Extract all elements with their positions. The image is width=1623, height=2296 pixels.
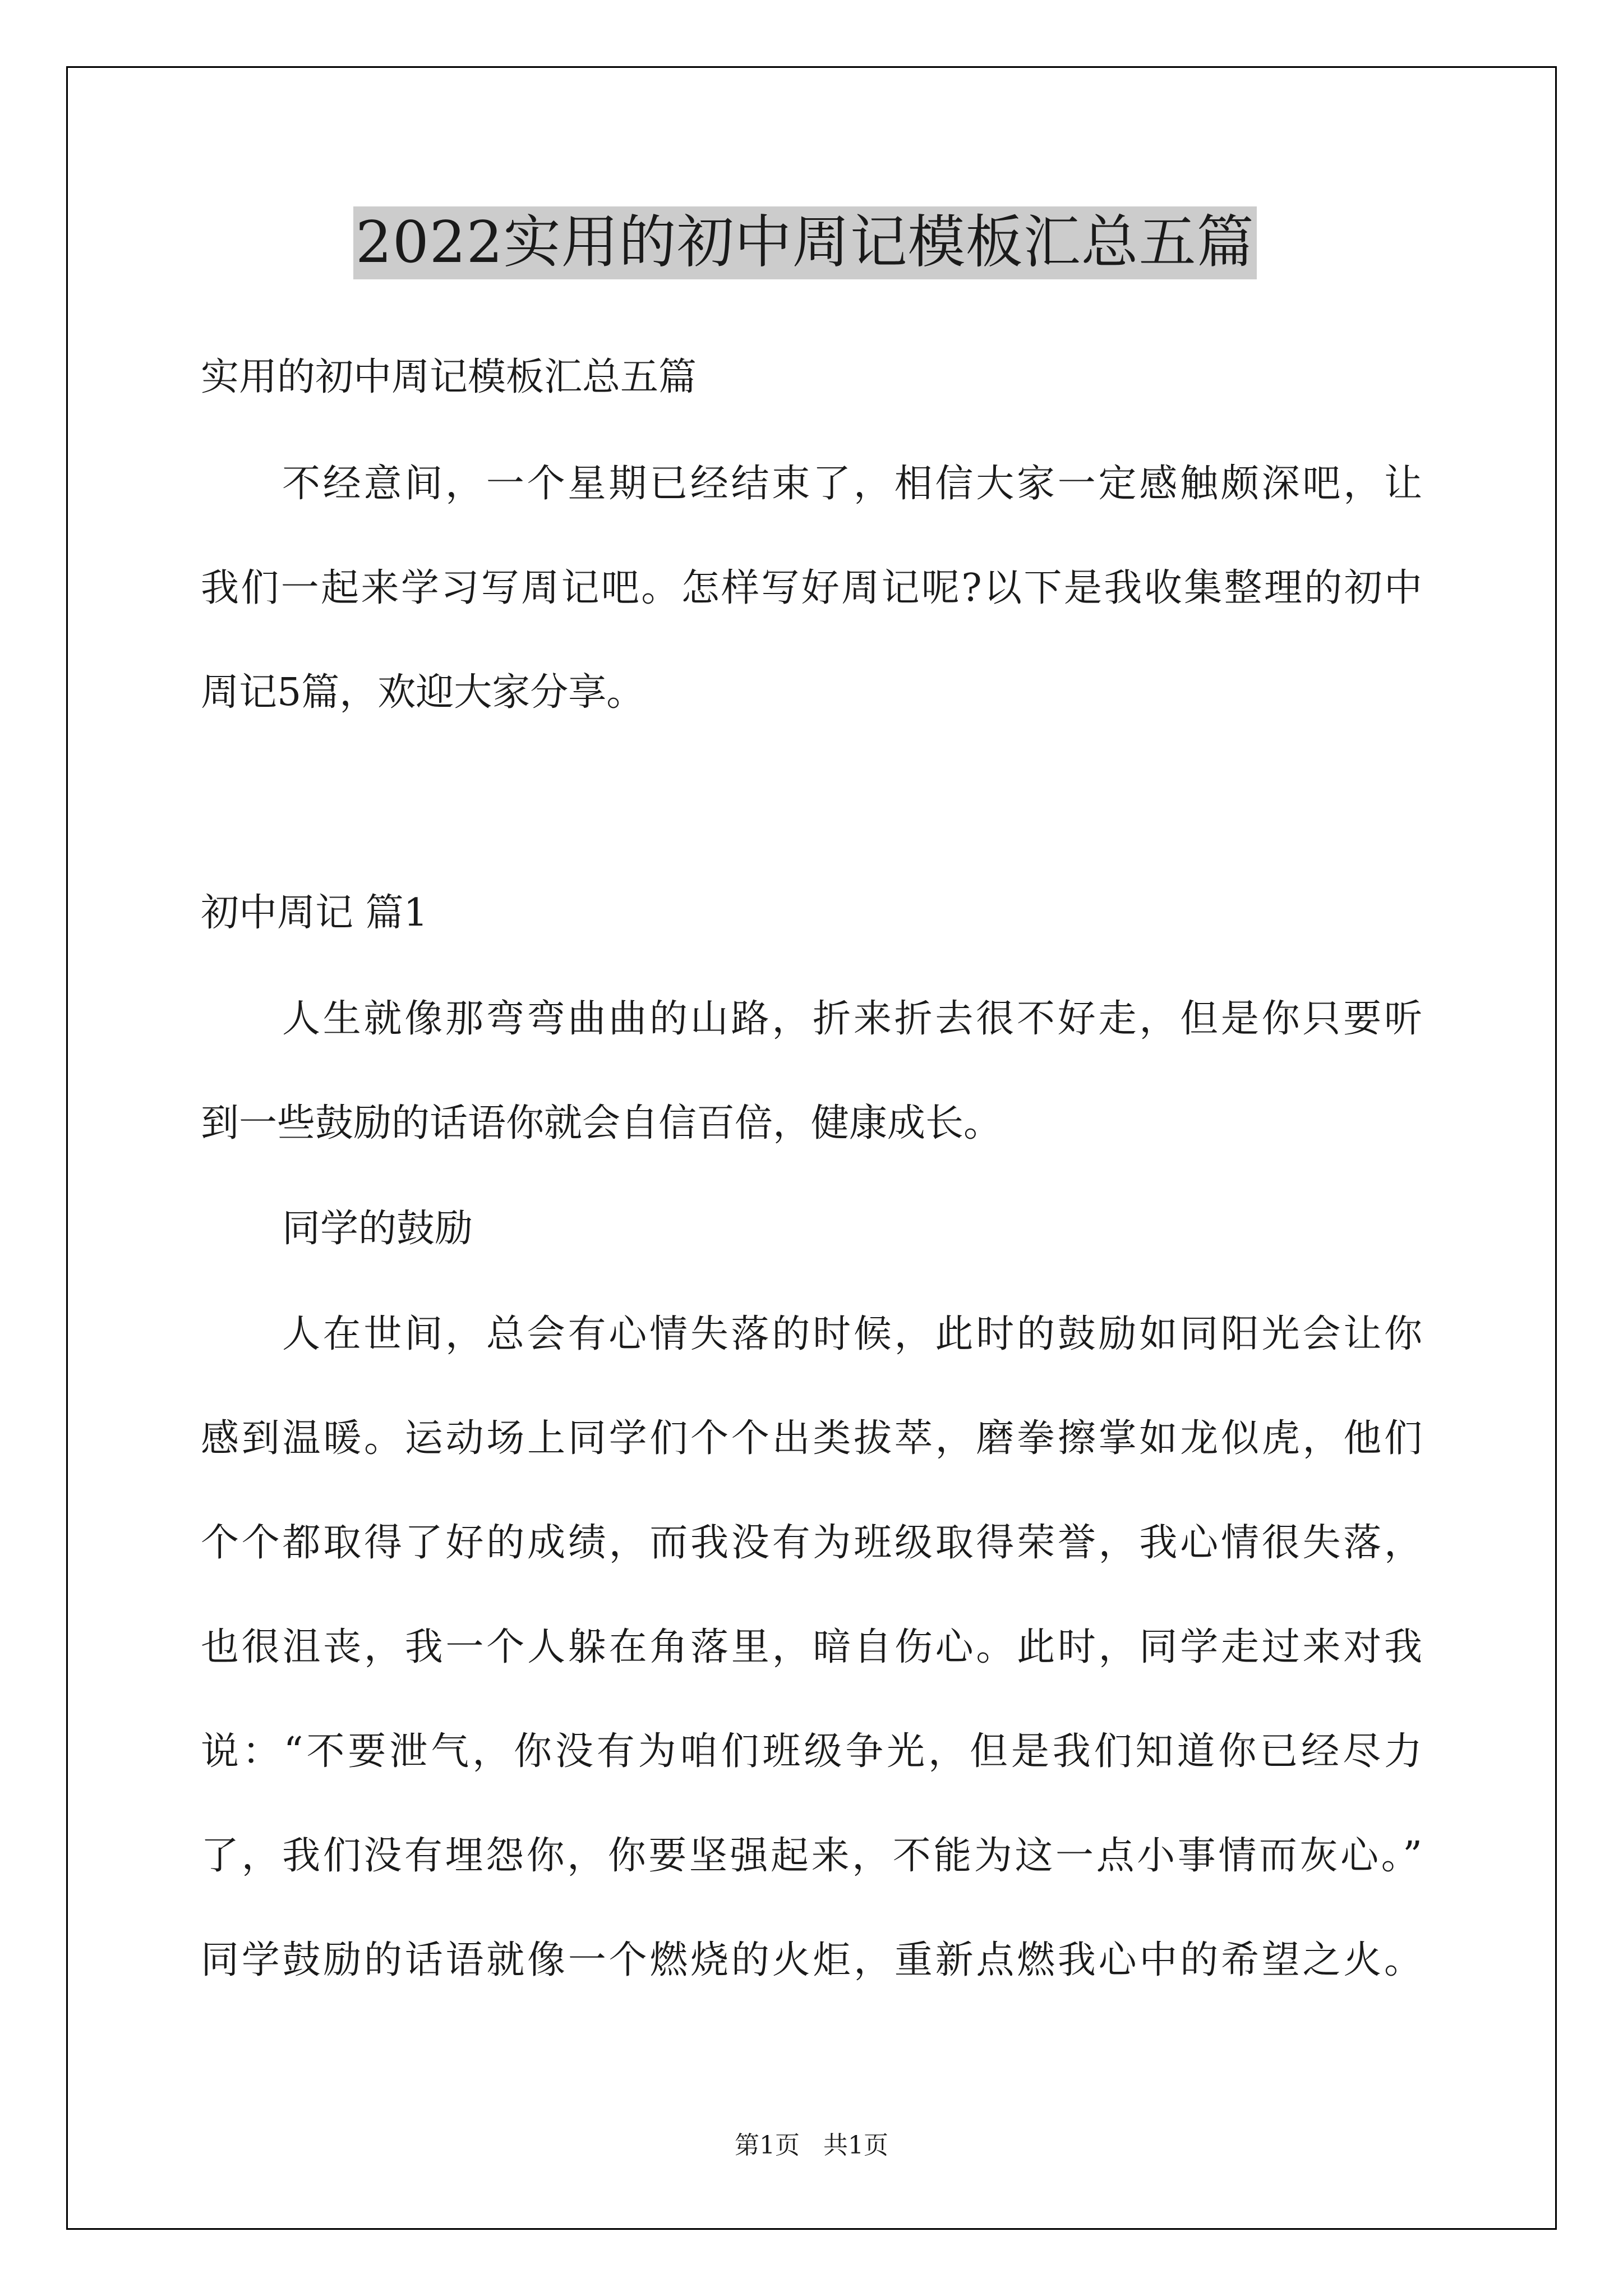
paragraph-3-line-4: 也很沮丧，我一个人躲在角落里，暗自伤心。此时，同学走过来对我 bbox=[201, 1625, 1422, 1669]
section-heading: 初中周记 篇1 bbox=[201, 891, 428, 935]
paragraph-heading: 同学的鼓励 bbox=[282, 1207, 473, 1251]
paragraph-3-line-2: 感到温暖。运动场上同学们个个出类拔萃，磨拳擦掌如龙似虎，他们 bbox=[201, 1416, 1422, 1461]
intro-line-2: 我们一起来学习写周记吧。怎样写好周记呢?以下是我收集整理的初中 bbox=[201, 566, 1422, 610]
paragraph-3-line-7: 同学鼓励的话语就像一个燃烧的火炬，重新点燃我心中的希望之火。 bbox=[201, 1938, 1422, 1982]
intro-line-1: 不经意间，一个星期已经结束了，相信大家一定感触颇深吧，让 bbox=[282, 462, 1422, 506]
paragraph-1-line-1: 人生就像那弯弯曲曲的山路，折来折去很不好走，但是你只要听 bbox=[282, 997, 1422, 1041]
paragraph-3-line-1: 人在世间，总会有心情失落的时候，此时的鼓励如同阳光会让你 bbox=[282, 1312, 1422, 1356]
document-title: 2022实用的初中周记模板汇总五篇 bbox=[353, 206, 1257, 279]
paragraph-3-line-5: 说：“不要泄气，你没有为咱们班级争光，但是我们知道你已经尽力 bbox=[201, 1729, 1422, 1774]
page-number: 第1页 共1页 bbox=[735, 2131, 888, 2160]
paragraph-3-line-3: 个个都取得了好的成绩，而我没有为班级取得荣誉，我心情很失落， bbox=[201, 1521, 1422, 1565]
intro-line-3: 周记5篇，欢迎大家分享。 bbox=[201, 670, 645, 715]
paragraph-1-line-2: 到一些鼓励的话语你就会自信百倍，健康成长。 bbox=[201, 1101, 1002, 1145]
paragraph-3-line-6: 了，我们没有埋怨你，你要坚强起来，不能为这一点小事情而灰心。” bbox=[201, 1834, 1422, 1878]
document-subtitle: 实用的初中周记模板汇总五篇 bbox=[201, 355, 697, 399]
